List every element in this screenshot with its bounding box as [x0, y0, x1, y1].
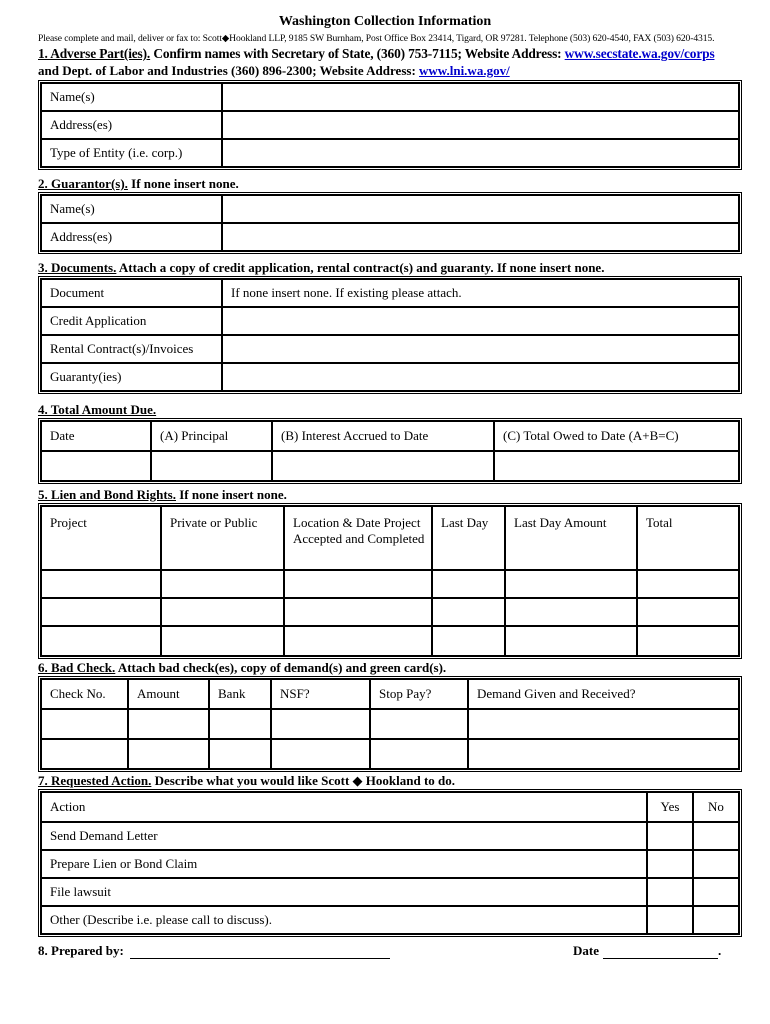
section-5-text: If none insert none.: [176, 487, 287, 502]
table-row: [41, 739, 739, 769]
cell-input[interactable]: [41, 626, 161, 656]
date-label: Date: [573, 943, 599, 958]
credit-application-input[interactable]: [222, 307, 739, 335]
cell-input[interactable]: [432, 626, 505, 656]
action-label: Send Demand Letter: [41, 822, 647, 850]
section-2-title: 2. Guarantor(s).: [38, 176, 128, 191]
section-4-heading: [38, 402, 156, 418]
cell-input[interactable]: [271, 739, 370, 769]
section-3-title: 3. Documents.: [38, 260, 117, 275]
cell-input[interactable]: [284, 626, 432, 656]
principal-input[interactable]: [151, 451, 272, 481]
table-row: [41, 626, 739, 656]
yes-checkbox[interactable]: [647, 850, 693, 878]
column-header: Project: [41, 506, 161, 570]
cell-input[interactable]: [284, 570, 432, 598]
column-header: Document: [41, 279, 222, 307]
section-1-heading-line2: [38, 63, 510, 79]
documents-table: [38, 276, 742, 394]
cell-input[interactable]: [161, 626, 284, 656]
total-owed-input[interactable]: [494, 451, 739, 481]
section-6-heading: [38, 660, 446, 676]
table-row: [41, 570, 739, 598]
row-label: Guaranty(ies): [41, 363, 222, 391]
adverse-parties-table: [38, 80, 742, 170]
action-label: File lawsuit: [41, 878, 647, 906]
action-label: Prepare Lien or Bond Claim: [41, 850, 647, 878]
cell-input[interactable]: [370, 709, 468, 739]
cell-input[interactable]: [41, 598, 161, 626]
column-header: Bank: [209, 679, 271, 709]
bad-check-table: [38, 676, 742, 772]
column-header: Check No.: [41, 679, 128, 709]
cell-input[interactable]: [128, 709, 209, 739]
date-input[interactable]: [41, 451, 151, 481]
cell-input[interactable]: [505, 626, 637, 656]
name-input[interactable]: [222, 83, 739, 111]
column-header: Amount: [128, 679, 209, 709]
cell-input[interactable]: [505, 598, 637, 626]
row-label: Credit Application: [41, 307, 222, 335]
prepared-by-label: 8. Prepared by:: [38, 943, 124, 958]
row-label: Name(s): [41, 195, 222, 223]
column-header: (C) Total Owed to Date (A+B=C): [494, 421, 739, 451]
guarantor-address-input[interactable]: [222, 223, 739, 251]
section-5-title: 5. Lien and Bond Rights.: [38, 487, 176, 502]
yes-checkbox[interactable]: [647, 906, 693, 934]
row-label: Address(es): [41, 111, 222, 139]
cell-input[interactable]: [41, 709, 128, 739]
cell-input[interactable]: [284, 598, 432, 626]
column-header: Location & Date Project Accepted and Completed: [284, 506, 432, 570]
no-checkbox[interactable]: [693, 878, 739, 906]
section-3-text: Attach a copy of credit application, rental contract(s) and guaranty. If none insert none.: [116, 260, 605, 275]
column-header: NSF?: [271, 679, 370, 709]
section-1-text2: and Dept. of Labor and Industries (360) 896-2300; Website Address:: [38, 63, 420, 78]
section-2-heading: [38, 176, 239, 192]
no-checkbox[interactable]: [693, 906, 739, 934]
row-label: Type of Entity (i.e. corp.): [41, 139, 222, 167]
column-header: Stop Pay?: [370, 679, 468, 709]
column-header: Last Day Amount: [505, 506, 637, 570]
cell-input[interactable]: [128, 739, 209, 769]
column-header: Private or Public: [161, 506, 284, 570]
cell-input[interactable]: [209, 739, 271, 769]
section-1-text: Confirm names with Secretary of State, (360) 753-7115; Website Address:: [150, 46, 565, 61]
lni-link[interactable]: www.lni.wa.gov/: [419, 63, 510, 78]
cell-input[interactable]: [432, 570, 505, 598]
column-header: Last Day: [432, 506, 505, 570]
section-7-text: Describe what you would like Scott ◆ Hookland to do.: [151, 773, 455, 788]
no-checkbox[interactable]: [693, 822, 739, 850]
interest-input[interactable]: [272, 451, 494, 481]
prepared-by-field[interactable]: [130, 942, 390, 959]
cell-input[interactable]: [637, 626, 739, 656]
column-header: Yes: [647, 792, 693, 822]
table-row: [41, 709, 739, 739]
guaranty-input[interactable]: [222, 363, 739, 391]
page-title: Washington Collection Information: [278, 14, 492, 29]
cell-input[interactable]: [637, 598, 739, 626]
cell-input[interactable]: [41, 739, 128, 769]
table-row: [41, 598, 739, 626]
yes-checkbox[interactable]: [647, 878, 693, 906]
section-5-heading: [38, 487, 287, 503]
column-header: If none insert none. If existing please attach.: [222, 279, 739, 307]
cell-input[interactable]: [468, 739, 739, 769]
cell-input[interactable]: [505, 570, 637, 598]
column-header: Demand Given and Received?: [468, 679, 739, 709]
column-header: Action: [41, 792, 647, 822]
cell-input[interactable]: [271, 709, 370, 739]
section-7-heading: [38, 773, 455, 789]
address-input[interactable]: [222, 111, 739, 139]
section-6-title: 6. Bad Check.: [38, 660, 116, 675]
column-header: (A) Principal: [151, 421, 272, 451]
section-2-text: If none insert none.: [127, 176, 239, 191]
column-header: Total: [637, 506, 739, 570]
total-amount-table: [38, 418, 742, 484]
row-label: Name(s): [41, 83, 222, 111]
action-label: Other (Describe i.e. please call to discuss).: [41, 906, 647, 934]
requested-action-table: [38, 789, 742, 937]
section-4-title: 4. Total Amount Due.: [38, 402, 157, 417]
row-label: Address(es): [41, 223, 222, 251]
cell-input[interactable]: [41, 570, 161, 598]
yes-checkbox[interactable]: [647, 822, 693, 850]
cell-input[interactable]: [468, 709, 739, 739]
cell-input[interactable]: [209, 709, 271, 739]
date-period: .: [718, 943, 722, 958]
guarantors-table: [38, 192, 742, 254]
date-field[interactable]: [603, 942, 718, 959]
section-1-title: 1. Adverse Part(ies).: [38, 46, 151, 61]
secstate-link[interactable]: www.secstate.wa.gov/corps: [564, 46, 715, 61]
section-1-heading: [38, 46, 715, 62]
section-3-heading: [38, 260, 604, 276]
cell-input[interactable]: [432, 598, 505, 626]
column-header: Date: [41, 421, 151, 451]
cell-input[interactable]: [161, 598, 284, 626]
column-header: No: [693, 792, 739, 822]
entity-type-input[interactable]: [222, 139, 739, 167]
cell-input[interactable]: [161, 570, 284, 598]
cell-input[interactable]: [370, 739, 468, 769]
no-checkbox[interactable]: [693, 850, 739, 878]
row-label: Rental Contract(s)/Invoices: [41, 335, 222, 363]
cell-input[interactable]: [637, 570, 739, 598]
guarantor-name-input[interactable]: [222, 195, 739, 223]
rental-contracts-input[interactable]: [222, 335, 739, 363]
section-6-text: Attach bad check(es), copy of demand(s) and green card(s).: [115, 660, 447, 675]
section-7-title: 7. Requested Action.: [38, 773, 152, 788]
instructions: Please complete and mail, deliver or fax to: Scott◆Hookland LLP, 9185 SW Burnham, Post Office Box 23414, Tigard, OR 97281. Telephone (503) 620-4540, FAX (503) 620-4315.: [38, 33, 715, 44]
column-header: (B) Interest Accrued to Date: [272, 421, 494, 451]
lien-bond-table: [38, 503, 742, 659]
